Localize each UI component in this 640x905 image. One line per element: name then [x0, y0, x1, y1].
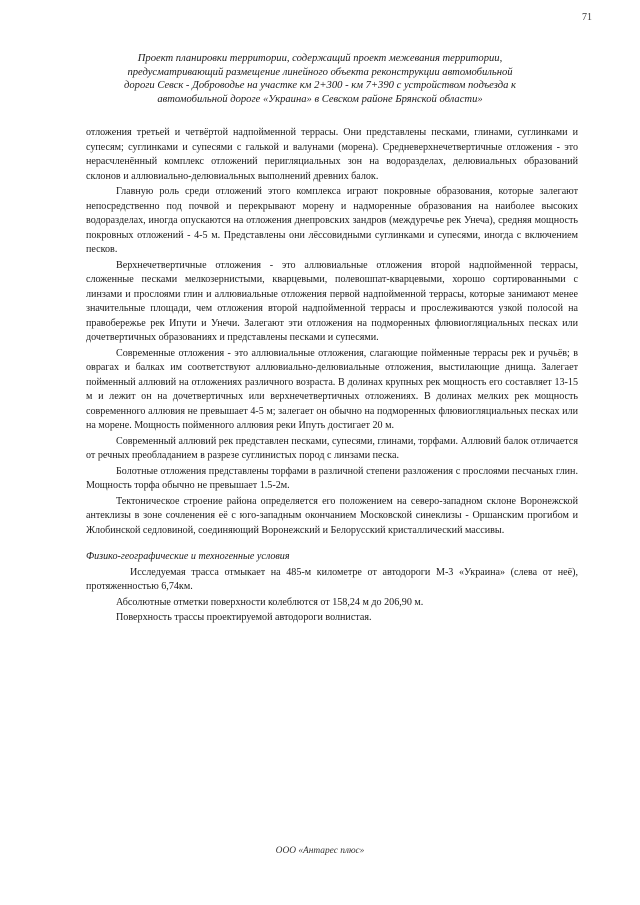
- page-footer: ООО «Антарес плюс»: [275, 846, 365, 856]
- paragraph: Современный аллювий рек представлен песками, супесями, глинами, торфами. Аллювий балок отличается от речных преобладанием в разрезе суглинистых пород с линзами песка.: [86, 435, 578, 461]
- document-body: [86, 126, 578, 627]
- header-line: Проект планировки территории, содержащий проект межевания территории,: [137, 53, 503, 64]
- document-header: [86, 52, 554, 106]
- paragraph: Абсолютные отметки поверхности колеблются от 158,24 м до 206,90 м.: [116, 596, 424, 608]
- paragraph: Исследуемая трасса отмыкает на 485-м километре от автодороги М-3 «Украина» (слева от неё), протяженностью 6,74км.: [86, 566, 578, 592]
- header-line: предусматривающий размещение линейного объекта реконструкции автомобильной: [127, 66, 513, 78]
- page-number: 71: [582, 12, 592, 23]
- header-line: автомобильной дороге «Украина» в Севском районе Брянской области»: [157, 93, 483, 105]
- paragraph: отложения третьей и четвёртой надпойменной террасы. Они представлены песками, глинами, суглинками и супесям; суглинками и супесями с галькой и валунами (морена). Средневерхнечетвертичные отложения - это нерасчленённый комплекс отложений перигляциальных зон на водоразделах, делювиальных образований склонов и аллювиально-делювиальных выполнений древних балок.: [86, 127, 578, 182]
- header-line: дороги Севск - Доброводье на участке км 2+300 - км 7+390 с устройством подъезда к: [124, 80, 516, 92]
- paragraph: Поверхность трассы проектируемой автодороги волнистая.: [116, 612, 372, 623]
- paragraph: Верхнечетвертичные отложения - это аллювиальные отложения второй надпойменной террасы, сложенные песками мелкозернистыми, кварцевыми, полевошпат-кварцевыми, хорошо сортированными с линзами и прослоями глин и аллювиальные отложения первой надпойменной террасы, которые занимают менее значительные площади, чем отложения второй надпойменной террасы и прослеживаются узкой полосой на правобережье рек Ипути и Унечи. Залегают эти отложения на подморенных флювиогляциальных песках или дочетвертичных образованиях и представлены песками и супесями.: [86, 259, 578, 343]
- paragraph: Главную роль среди отложений этого комплекса играют покровные образования, которые залегают непосредственно под почвой и перекрывают морену и надморенные образования на наиболее высоких водоразделах, иногда опускаются на отложения днепровских зандров (междуречье рек Унеча), средняя мощность покровных отложений - 4-5 м. Представлены они лёссовидными суглинками и супесями, иногда с включением песков.: [86, 186, 578, 255]
- paragraph: Современные отложения - это аллювиальные отложения, слагающие пойменные террасы рек и ручьёв; в оврагах и балках им соответствуют аллювиально-делювиальные отложения, выстилающие днища. Залегает пойменный аллювий на отложениях различного возраста. В долинах крупных рек мощность его составляет 13-15 м и лежит он на дочетвертичных или верхнечетвертичных отложениях. В долинах мелких рек мощность современного аллювия не превышает 4-5 м; залегает он обычно на подморенных флювиогляциальных песках или на морене. Мощность пойменного аллювия реки Ипуть достигает 20 м.: [86, 347, 578, 431]
- paragraph: Болотные отложения представлены торфами в различной степени разложения с прослоями песчаных глин. Мощность торфа обычно не превышает 1.5-2м.: [86, 465, 578, 491]
- paragraph: Тектоническое строение района определяется его положением на северо-западном склоне Воронежской антеклизы в зоне сочленения её с юго-западным окончанием Московской синеклизы - Оршанским прогибом и Жлобинской седловиной, соединяющий Воронежский и Белорусский кристаллический массивы.: [86, 495, 578, 536]
- section-heading: Физико-географические и техногенные условия: [86, 551, 290, 562]
